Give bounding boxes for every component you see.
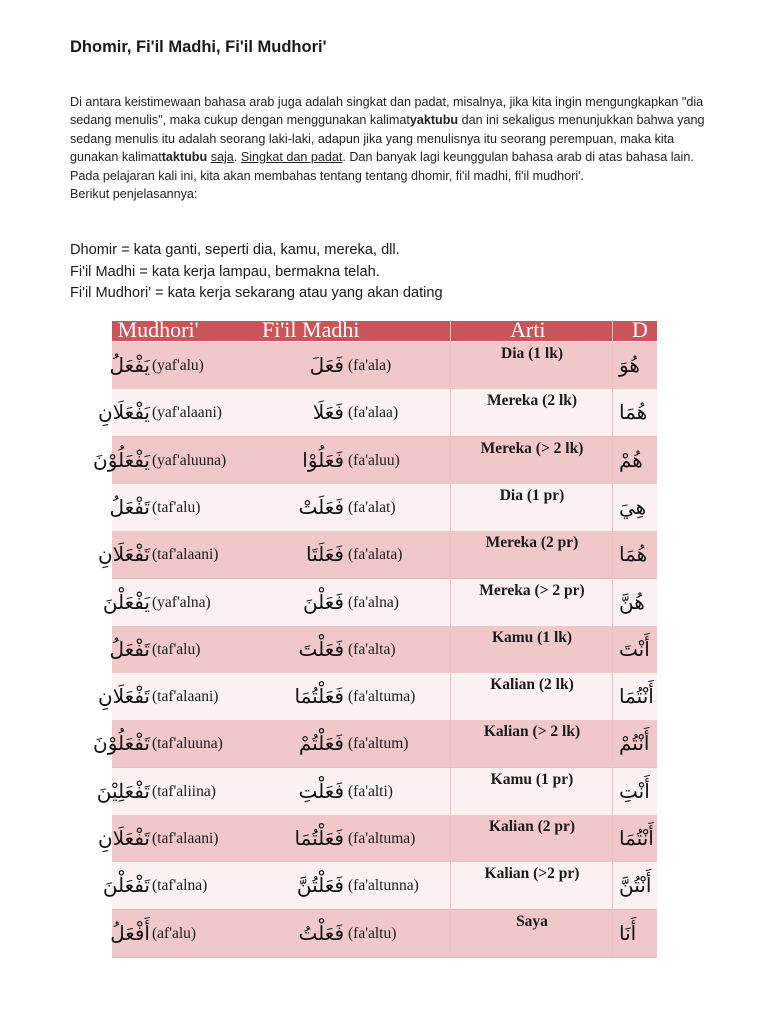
dhomir-arabic: أَنْتُنَّ bbox=[619, 873, 652, 898]
mudhori-arabic: يَفْعَلَانِ bbox=[98, 400, 150, 425]
header-arti: Arti bbox=[510, 317, 546, 342]
madhi-latin: (fa'altuma) bbox=[348, 688, 416, 706]
madhi-latin: (fa'alta) bbox=[348, 640, 396, 658]
mudhori-arabic: تَفْعَلَانِ bbox=[98, 684, 150, 709]
madhi-arabic: فَعَلْتِ bbox=[298, 778, 344, 803]
keyword-yaktubu: yaktubu bbox=[409, 113, 459, 128]
dhomir-arabic: أَنْتُمَا bbox=[619, 684, 654, 709]
arti-meaning: Dia (1 lk) bbox=[501, 345, 563, 362]
mudhori-latin: (taf'alu) bbox=[152, 498, 201, 516]
intro-part: dan ini sekaligus menunjukkan bahwa yang sedang menulis itu adalah seorang laki-laki, adapun jika yang menulisnya itu seorang perempuan, maka kita gunakan kalimat bbox=[70, 113, 705, 165]
madhi-latin: (fa'altunna) bbox=[348, 877, 419, 895]
dhomir-arabic: أَنَا bbox=[619, 920, 637, 945]
arti-meaning: Kamu (1 lk) bbox=[491, 628, 573, 646]
mudhori-arabic: تَفْعَلَانِ bbox=[98, 542, 150, 567]
mudhori-arabic: تَفْعَلُوْنَ bbox=[93, 731, 150, 756]
intro-part: . Dan banyak lagi keunggulan bahasa arab di atas bahasa lain. bbox=[342, 150, 694, 165]
table-row bbox=[102, 862, 657, 910]
arti-meaning: Kalian (>2 pr) bbox=[484, 865, 580, 883]
intro-part: . bbox=[233, 150, 241, 165]
mudhori-arabic: تَفْعَلِيْنَ bbox=[96, 778, 150, 803]
mudhori-latin: (taf'alaani) bbox=[152, 830, 219, 847]
madhi-arabic: فَعَلْتُمَا bbox=[294, 684, 344, 709]
intro-part: Di antara keistimewaan bahasa arab juga adalah singkat dan padat, misalnya, jika kita ingin mengungkapkan "dia sedang menulis", maka cukup dengan menggunakan kalimat bbox=[70, 95, 704, 128]
madhi-arabic: فَعَلْتَ bbox=[298, 636, 344, 661]
table-row bbox=[93, 720, 657, 768]
dhomir-arabic: هِيَ bbox=[619, 494, 647, 519]
dhomir-arabic: هُوَ bbox=[619, 353, 640, 377]
definitions-list bbox=[70, 240, 710, 305]
madhi-latin: (fa'alaa) bbox=[348, 404, 399, 422]
dhomir-arabic: أَنْتَ bbox=[619, 636, 650, 661]
mudhori-arabic: أَفْعَلُ bbox=[110, 920, 150, 945]
keyword-taktubu: taktubu bbox=[161, 150, 208, 165]
madhi-arabic: فَعَلَتْ bbox=[298, 494, 344, 519]
madhi-arabic: فَعَلْتُمْ bbox=[298, 731, 344, 756]
column-divider bbox=[612, 321, 613, 958]
madhi-latin: (fa'alat) bbox=[348, 498, 396, 516]
mudhori-latin: (taf'alna) bbox=[152, 877, 208, 895]
intro-explanation: Berikut penjelasannya: bbox=[70, 187, 198, 202]
mudhori-arabic: يَفْعَلُ bbox=[109, 353, 150, 377]
table-header bbox=[106, 317, 657, 342]
arti-meaning: Saya bbox=[516, 912, 548, 930]
page-title: Dhomir, Fi'il Madhi, Fi'il Mudhori' bbox=[70, 38, 327, 56]
table-row bbox=[98, 673, 657, 721]
definition-fiil-madhi: Fi'il Madhi = kata kerja lampau, bermakna telah. bbox=[70, 263, 380, 280]
link-saja[interactable]: saja bbox=[210, 150, 234, 165]
arti-meaning: Mereka (> 2 pr) bbox=[479, 581, 585, 599]
header-mudhori: i Mudhori' bbox=[106, 317, 199, 342]
mudhori-latin: (yaf'aluuna) bbox=[152, 451, 227, 469]
dhomir-arabic: أَنْتِ bbox=[619, 778, 650, 803]
definition-dhomir: Dhomir = kata ganti, seperti dia, kamu, mereka, dll. bbox=[70, 242, 400, 258]
dhomir-arabic: هُمَا bbox=[619, 400, 648, 425]
intro-text bbox=[70, 93, 710, 167]
madhi-arabic: فَعَلَتَا bbox=[306, 542, 344, 567]
dhomir-arabic: هُمَا bbox=[619, 542, 648, 567]
mudhori-arabic: تَفْعَلَانِ bbox=[98, 826, 150, 850]
mudhori-latin: (taf'aliina) bbox=[152, 782, 216, 800]
table-row bbox=[98, 815, 657, 863]
madhi-arabic: فَعَلْتُنَّ bbox=[296, 873, 344, 898]
madhi-latin: (fa'altum) bbox=[348, 735, 409, 753]
header-madhi: Fi'il Madhi bbox=[262, 317, 360, 342]
madhi-latin: (fa'altuma) bbox=[348, 830, 416, 847]
arti-meaning: Kalian (2 pr) bbox=[488, 818, 576, 835]
madhi-latin: (fa'altu) bbox=[348, 924, 397, 942]
mudhori-arabic: تَفْعَلْنَ bbox=[102, 873, 150, 898]
mudhori-latin: (af'alu) bbox=[152, 924, 197, 942]
table-row bbox=[109, 484, 657, 532]
madhi-latin: (fa'alna) bbox=[348, 593, 399, 611]
mudhori-latin: (yaf'alaani) bbox=[152, 404, 222, 422]
mudhori-arabic: تَفْعَلُ bbox=[109, 494, 150, 519]
arti-meaning: Mereka (2 pr) bbox=[485, 534, 579, 552]
mudhori-latin: (yaf'alu) bbox=[152, 357, 204, 374]
madhi-arabic: فَعَلَ bbox=[309, 353, 344, 377]
madhi-arabic: فَعَلْتُ bbox=[298, 920, 344, 945]
dhomir-arabic: هُنَّ bbox=[619, 589, 645, 614]
intro-paragraph bbox=[70, 93, 710, 203]
arti-meaning: Kamu (1 pr) bbox=[490, 770, 574, 788]
mudhori-latin: (taf'alu) bbox=[152, 640, 201, 658]
madhi-latin: (fa'aluu) bbox=[348, 451, 400, 469]
arti-meaning: Mereka (2 lk) bbox=[486, 392, 578, 410]
mudhori-latin: (taf'aluuna) bbox=[152, 735, 223, 753]
table-row bbox=[102, 579, 657, 627]
mudhori-arabic: تَفْعَلُ bbox=[109, 636, 150, 661]
madhi-arabic: فَعَلَا bbox=[312, 400, 344, 425]
arti-meaning: Kalian (2 lk) bbox=[490, 676, 574, 694]
arti-meaning: Dia (1 pr) bbox=[499, 486, 565, 504]
table-row bbox=[98, 389, 657, 437]
table-row bbox=[96, 768, 657, 816]
mudhori-latin: (taf'alaani) bbox=[152, 688, 219, 706]
mudhori-arabic: يَفْعَلْنَ bbox=[102, 589, 150, 614]
conjugation-table-image bbox=[93, 317, 657, 958]
table-row bbox=[93, 437, 657, 485]
arti-meaning: Kalian (> 2 lk) bbox=[483, 723, 581, 741]
dhomir-arabic: أَنْتُمَا bbox=[619, 826, 654, 850]
dhomir-arabic: أَنْتُمْ bbox=[619, 731, 650, 756]
arti-meaning: Mereka (> 2 lk) bbox=[480, 439, 584, 457]
mudhori-latin: (yaf'alna) bbox=[152, 593, 211, 611]
mudhori-latin: (taf'alaani) bbox=[152, 546, 219, 564]
table-row bbox=[112, 910, 657, 958]
madhi-arabic: فَعَلْتُمَا bbox=[294, 826, 344, 850]
mudhori-arabic: يَفْعَلُوْنَ bbox=[93, 447, 150, 472]
madhi-latin: (fa'ala) bbox=[348, 357, 392, 374]
table-row bbox=[109, 342, 657, 390]
header-dhomir: D bbox=[632, 317, 648, 342]
madhi-arabic: فَعَلُوْا bbox=[302, 447, 344, 472]
table-row bbox=[98, 531, 657, 579]
link-singkat-dan-padat[interactable]: Singkat dan padat bbox=[240, 150, 343, 165]
column-divider bbox=[450, 321, 451, 958]
dhomir-arabic: هُمْ bbox=[619, 447, 643, 472]
table-row bbox=[109, 626, 657, 674]
definition-fiil-mudhori: Fi'il Mudhori' = kata kerja sekarang atau yang akan dating bbox=[70, 285, 443, 301]
intro-lesson: Pada pelajaran kali ini, kita akan membahas tentang tentang dhomir, fi'il madhi, fi'il mudhori'. bbox=[70, 168, 585, 183]
madhi-arabic: فَعَلْنَ bbox=[302, 589, 344, 614]
madhi-latin: (fa'alata) bbox=[348, 546, 403, 564]
madhi-latin: (fa'alti) bbox=[348, 782, 393, 800]
